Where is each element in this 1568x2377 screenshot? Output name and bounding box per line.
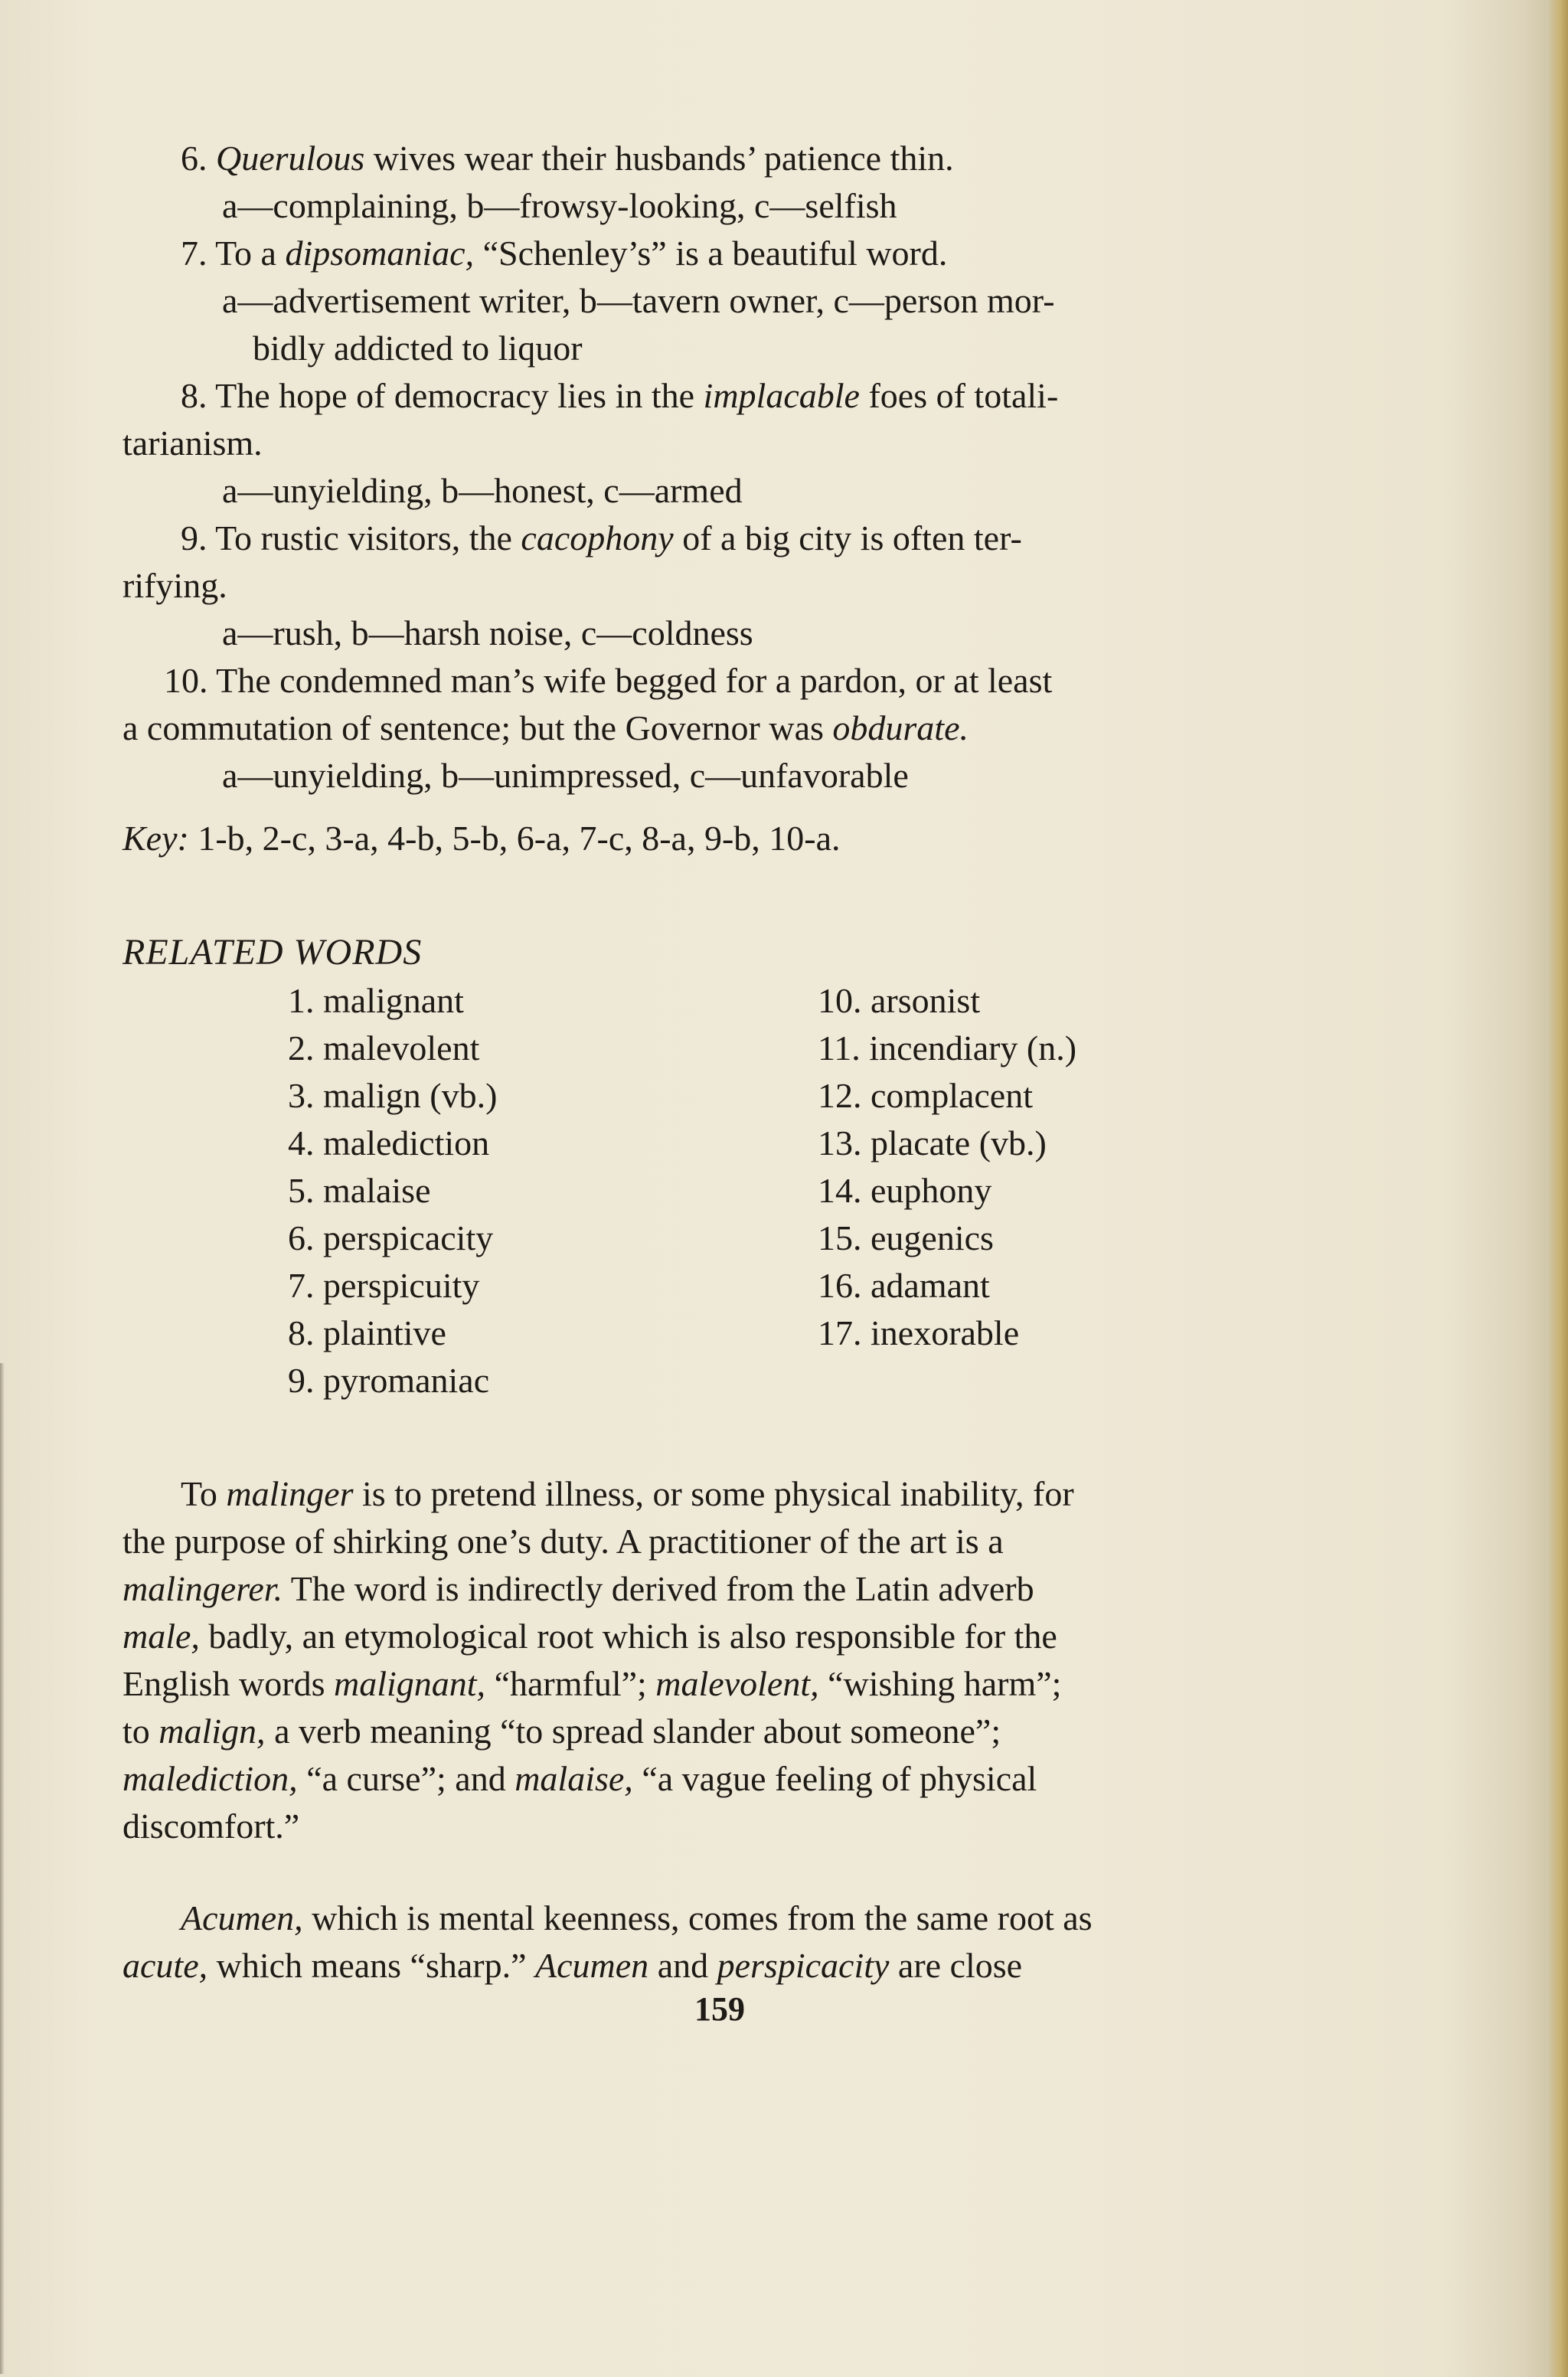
item-9-term: cacophony	[521, 518, 674, 557]
item-6-term: Querulous	[216, 139, 365, 178]
item-8-line1: 8. The hope of democracy lies in the implacable foes of totali-	[181, 376, 1059, 415]
item-9-options: a—rush, b—harsh noise, c—coldness	[222, 613, 753, 652]
related-word-item: 16. adamant	[818, 1266, 990, 1305]
item-6: 6. Querulous wives wear their husbands’ patience thin.	[181, 139, 954, 178]
paragraph-line: To malinger is to pretend illness, or some physical inability, for	[181, 1474, 1074, 1513]
related-word-item: 14. euphony	[818, 1171, 992, 1210]
related-word-item: 11. incendiary (n.)	[818, 1028, 1077, 1068]
paragraph-line: English words malignant, “harmful”; malevolent, “wishing harm”;	[122, 1664, 1062, 1703]
related-word-item: 5. malaise	[288, 1171, 431, 1210]
item-7-term: dipsomaniac,	[285, 234, 475, 273]
related-word-item: 7. perspicuity	[288, 1266, 480, 1305]
paragraph-line: to malign, a verb meaning “to spread slander about someone”;	[122, 1712, 1001, 1751]
item-9-line2: rifying.	[122, 566, 227, 605]
paragraph-line: discomfort.”	[122, 1806, 300, 1846]
page-edge-shadow	[1548, 0, 1568, 2377]
answer-key-label: Key:	[122, 819, 189, 858]
related-word-item: 4. malediction	[288, 1123, 490, 1162]
item-7: 7. To a dipsomaniac, “Schenley’s” is a beautiful word.	[181, 234, 948, 273]
related-word-item: 3. malign (vb.)	[288, 1076, 498, 1115]
item-8-line2: tarianism.	[122, 423, 263, 463]
answer-key-values: 1-b, 2-c, 3-a, 4-b, 5-b, 6-a, 7-c, 8-a, 9-b, 10-a.	[188, 819, 841, 858]
page-number: 159	[694, 1990, 745, 2028]
item-7-options-line1: a—advertisement writer, b—tavern owner, c—person mor-	[222, 281, 1055, 320]
related-word-item: 1. malignant	[288, 981, 464, 1020]
paragraph-line: the purpose of shirking one’s duty. A practitioner of the art is a	[122, 1522, 1004, 1561]
related-word-item: 12. complacent	[818, 1076, 1034, 1115]
paragraph-line: male, badly, an etymological root which is also responsible for the	[122, 1617, 1057, 1656]
item-10-line2: a commutation of sentence; but the Governor was obdurate.	[122, 708, 969, 747]
related-word-item: 6. perspicacity	[288, 1218, 494, 1257]
related-word-item: 10. arsonist	[818, 981, 981, 1020]
paragraph-line: malingerer. The word is indirectly derived from the Latin adverb	[122, 1569, 1034, 1608]
paragraph-line: malediction, “a curse”; and malaise, “a vague feeling of physical	[122, 1759, 1037, 1798]
related-word-item: 9. pyromaniac	[288, 1361, 490, 1400]
related-word-item: 13. placate (vb.)	[818, 1123, 1047, 1162]
item-10-line1: 10. The condemned man’s wife begged for a pardon, or at least	[164, 661, 1053, 700]
related-word-item: 17. inexorable	[818, 1313, 1020, 1352]
item-8-term: implacable	[703, 376, 860, 415]
related-word-item: 2. malevolent	[288, 1028, 480, 1068]
item-6-options: a—complaining, b—frowsy-looking, c—selfish	[222, 186, 897, 225]
binding-shadow	[0, 1363, 5, 2374]
paragraph-line: Acumen, which is mental keenness, comes from the same root as	[181, 1898, 1093, 1937]
related-word-item: 8. plaintive	[288, 1313, 446, 1352]
item-9-line1: 9. To rustic visitors, the cacophony of a big city is often ter-	[181, 518, 1022, 557]
related-word-item: 15. eugenics	[818, 1218, 994, 1257]
answer-key	[122, 815, 841, 862]
item-7-options-line2: bidly addicted to liquor	[253, 329, 583, 368]
related-words-heading: RELATED WORDS	[122, 932, 423, 973]
item-8-options: a—unyielding, b—honest, c—armed	[222, 471, 743, 510]
item-10-term: obdurate.	[832, 708, 969, 747]
paragraph-line: acute, which means “sharp.” Acumen and perspicacity are close	[122, 1946, 1023, 1985]
item-10-options: a—unyielding, b—unimpressed, c—unfavorable	[222, 756, 909, 795]
